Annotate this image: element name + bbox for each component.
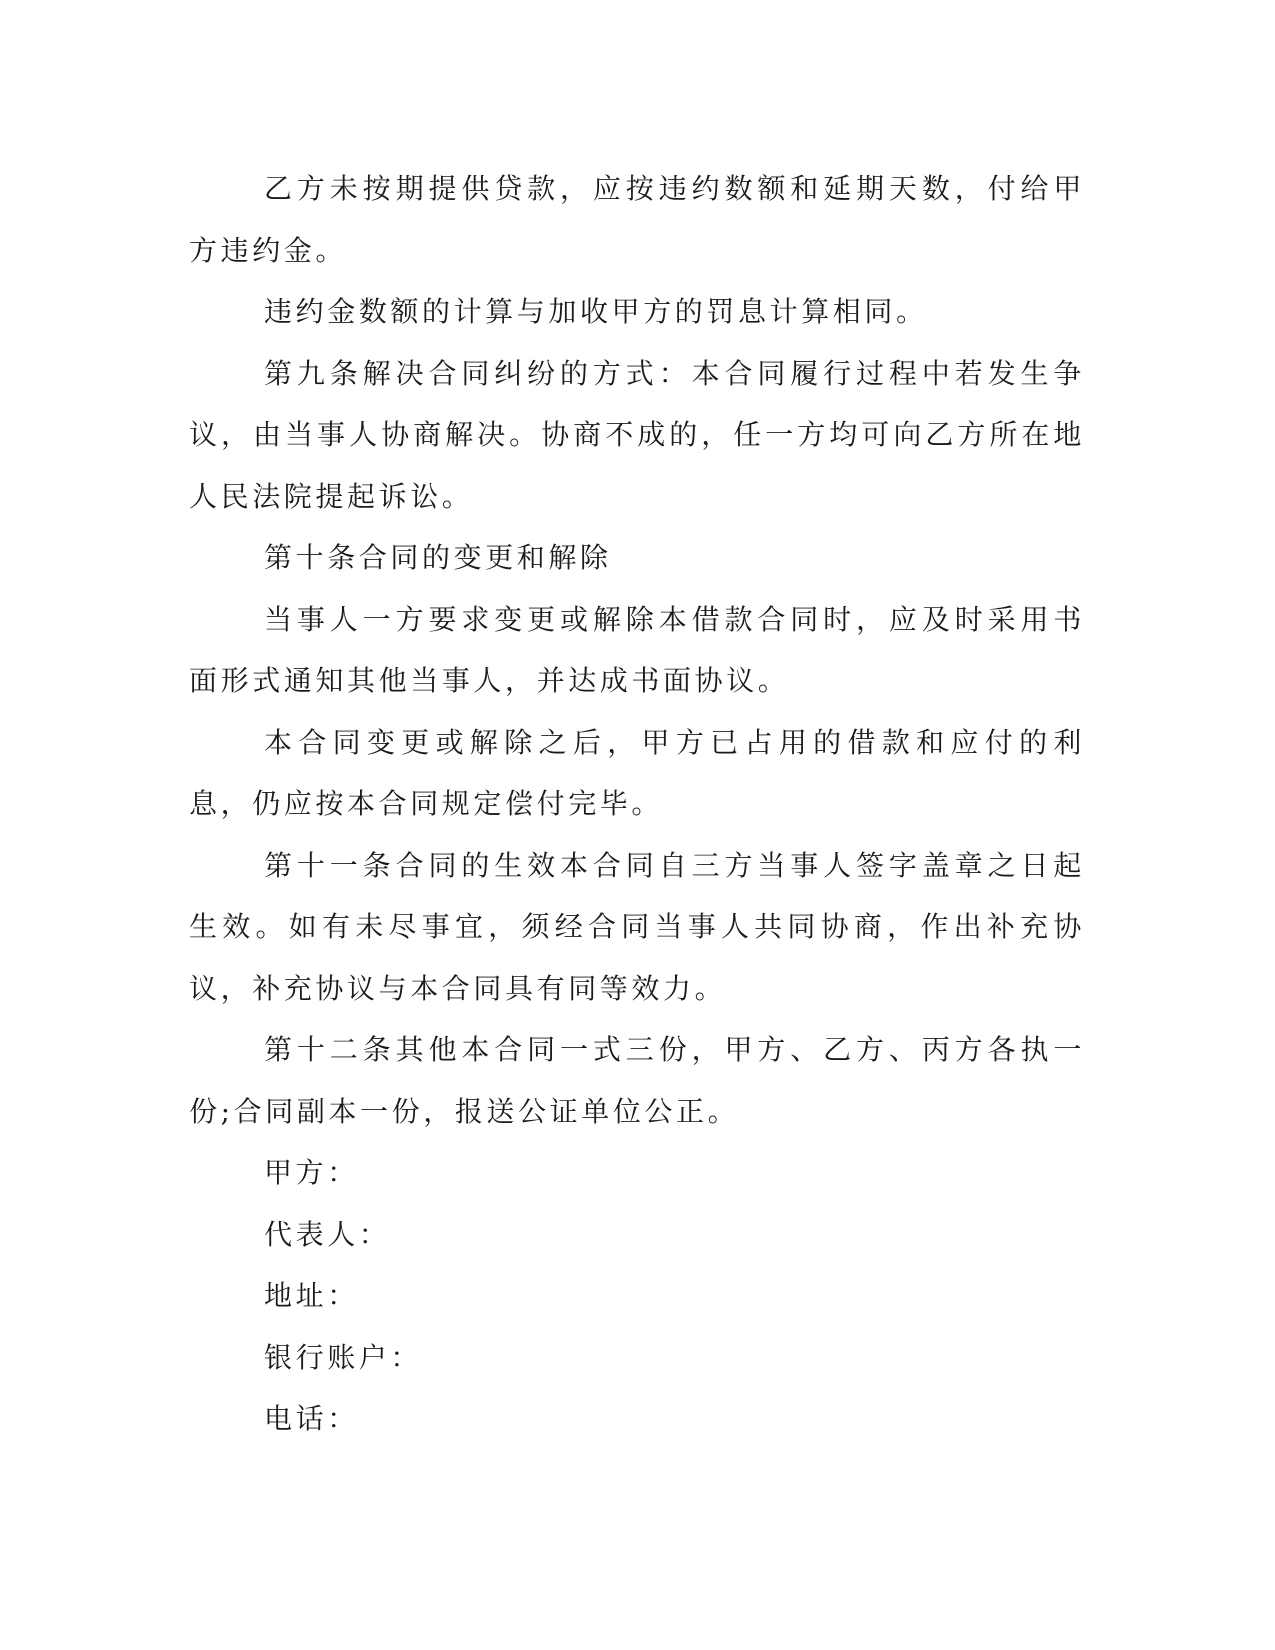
signature-field-representative: 代表人：: [264, 1217, 391, 1251]
paragraph-change-request: 当事人一方要求变更或解除本借款合同时，应及时采用书面形式通知其他当事人，并达成书面协议。: [189, 602, 1085, 697]
signature-field-address: 地址：: [264, 1279, 359, 1312]
paragraph-after-change: 本合同变更或解除之后，甲方已占用的借款和应付的利息，仍应按本合同规定偿付完毕。: [189, 725, 1085, 820]
paragraph-article-12-other: 第十二条其他本合同一式三份，甲方、乙方、丙方各执一份;合同副本一份，报送公证单位公正。: [189, 1033, 1085, 1128]
paragraph-penalty-calculation: 违约金数额的计算与加收甲方的罚息计算相同。: [264, 295, 928, 328]
document-body: [189, 158, 1085, 1450]
paragraph-breach-penalty: 乙方未按期提供贷款，应按违约数额和延期天数，付给甲方违约金。: [189, 172, 1085, 267]
paragraph-article-11-effect: 第十一条合同的生效本合同自三方当事人签字盖章之日起生效。如有未尽事宜，须经合同当事人共同协商，作出补充协议，补充协议与本合同具有同等效力。: [189, 848, 1085, 1005]
paragraph-article-9-dispute: 第九条解决合同纠纷的方式：本合同履行过程中若发生争议，由当事人协商解决。协商不成的，任一方均可向乙方所在地人民法院提起诉讼。: [189, 356, 1085, 513]
paragraph-article-10-heading: 第十条合同的变更和解除: [264, 541, 612, 574]
signature-field-bank-account: 银行账户：: [264, 1340, 423, 1374]
signature-field-phone: 电话：: [264, 1402, 359, 1435]
signature-field-party-a: 甲方：: [264, 1156, 359, 1189]
